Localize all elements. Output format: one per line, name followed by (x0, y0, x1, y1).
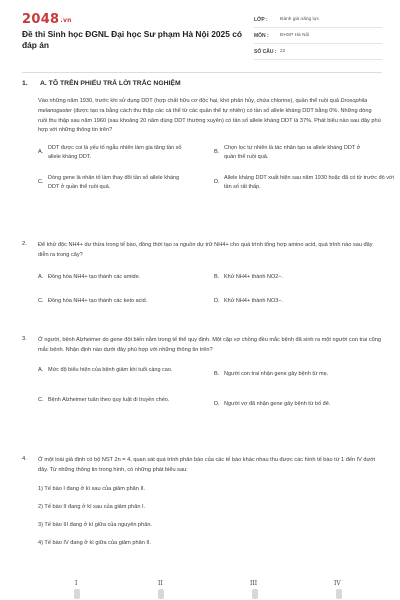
cell-figure-i (74, 589, 80, 599)
option-text: Đồng hóa NH4+ tạo thành các keto acid. (48, 297, 148, 304)
option-letter: B. (214, 370, 220, 377)
statement-2: 2) Tế bào II đang ở kì sau của giảm phân I. (38, 503, 146, 510)
answer-option-d[interactable] (214, 297, 364, 305)
option-letter: C. (38, 179, 44, 186)
answer-option-c[interactable] (38, 174, 188, 191)
species-name: Drosophila melanogaster (38, 98, 368, 114)
option-text: Người vợ đã nhận gene gây bệnh từ bố đẻ. (224, 400, 331, 407)
meta-row-subject (254, 28, 382, 44)
answer-options (38, 261, 382, 317)
figure-label: III (250, 580, 258, 587)
answer-option-c[interactable] (38, 297, 188, 305)
option-text: Khử NH4+ thành NO2−. (224, 273, 284, 280)
option-letter: D. (214, 179, 220, 186)
option-text: DDT được coi là yếu tố ngẫu nhiên làm gia tăng tần số allele kháng DDT. (48, 145, 182, 160)
meta-value: ĐHSP Hà Nội (280, 33, 310, 38)
logo-main: 2048 (22, 12, 60, 27)
answer-options (38, 356, 382, 430)
option-letter: D. (214, 400, 220, 407)
document-header (22, 10, 382, 62)
section-title: A. TÔ TRÊN PHIẾU TRẢ LỜI TRẮC NGHIỆM (40, 80, 181, 87)
question-number: 4. (22, 456, 27, 462)
answer-option-b[interactable] (214, 273, 364, 281)
option-letter: C. (38, 297, 44, 304)
site-logo[interactable] (22, 12, 72, 27)
meta-key: MÔN : (254, 32, 269, 39)
cell-figure-iv (336, 589, 342, 599)
meta-key: SỐ CÂU : (254, 48, 277, 55)
statement-3: 3) Tế bào III đang ở kì giữa của nguyên phân. (38, 521, 152, 528)
exam-meta-table (254, 12, 382, 60)
option-text: Người con trai nhận gene gây bệnh từ mẹ. (224, 370, 329, 377)
question-text: Ở người, bệnh Alzheimer do gene đột biến nằm trong tế thể quy định. Một cặp vợ chồng đều mắc bệnh đã sinh ra một người con trai cũng mắc bệnh. Nhận định nào dưới đây phù hợp với những thông tin trên? (38, 337, 381, 353)
question-text-part: (được tạo ra bằng cách thu thập các cá thể từ các quần thể tự nhiên) có tần số allele kháng DDT bằng 0%. Những dòng ruồi thu thập sau năm 1960 (sau khoảng 20 năm dùng DDT thường xuyên) có tần số allele kháng DDT là 37%. Phát biểu nào sau đây phù hợp với những thông tin trên? (38, 107, 381, 134)
option-letter: A. (38, 273, 44, 280)
option-text: Dòng gene là nhân tố làm thay đổi tần số allele kháng DDT ở quần thể ruồi quả. (48, 175, 180, 190)
answer-option-c[interactable] (38, 396, 178, 404)
option-text: Mức độ biểu hiện của bệnh giảm khi tuổi càng cao. (48, 366, 173, 373)
answer-option-d[interactable] (214, 174, 394, 191)
option-text: Đồng hóa NH4+ tạo thành các amide. (48, 273, 141, 280)
meta-row-class (254, 12, 382, 28)
option-letter: C. (38, 396, 44, 403)
cell-figure-iii (252, 589, 258, 599)
question-text: Để khử độc NH4+ dư thừa trong tế bào, đồng thời tạo ra nguồn dự trữ NH4+ cho quá trình tổng hợp amino acid, quá trình nào sau đây diễn ra trong cây? (38, 242, 373, 258)
answer-option-a[interactable] (38, 273, 188, 281)
question-4 (22, 456, 382, 552)
cell-figures (38, 578, 382, 600)
answer-option-a[interactable] (38, 144, 188, 161)
question-2 (22, 241, 382, 317)
figure-label: IV (334, 580, 341, 587)
option-text: Khử NH4+ thành NO3−. (224, 297, 284, 304)
cell-figure-ii (158, 589, 164, 599)
meta-value: 22 (280, 49, 286, 54)
option-letter: A. (38, 366, 44, 373)
answer-option-b[interactable] (214, 370, 394, 378)
option-text: Bệnh Alzheimer tuân theo quy luật di truyền chéo. (48, 396, 170, 403)
figure-label: II (158, 580, 163, 587)
meta-key: LỚP : (254, 16, 268, 23)
answer-option-d[interactable] (214, 400, 394, 408)
option-letter: B. (214, 273, 220, 280)
exam-title: Đề thi Sinh học ĐGNL Đại học Sư phạm Hà Nội 2025 có đáp án (22, 29, 242, 50)
option-letter: B. (214, 149, 220, 156)
section-heading (22, 80, 181, 87)
option-text: Allele kháng DDT xuất hiện sau năm 1930 hoặc đã có từ trước đó với tần số rất thấp. (224, 175, 394, 190)
section-number: 1. (22, 80, 28, 87)
question-text (38, 97, 382, 136)
question-text-part: Vào những năm 1930, trước khi sử dụng DDT (hợp chất hữu cơ độc hại, khó phân hủy, chứa chlorine), quần thể ruồi quả (38, 98, 341, 104)
question-number: 3. (22, 336, 27, 342)
statement-1: 1) Tế bào I đang ở kì sau của giảm phân II. (38, 485, 146, 492)
question-text: Ở một loài giả định có bộ NST 2n = 4, quan sát quá trình phân bào của các tế bào khác nhau thu được các hình tế bào từ 1 đến IV dưới đây. Từ những thông tin trong hình, có những phát biểu sau: (38, 457, 376, 473)
header-divider (22, 72, 382, 73)
statement-4: 4) Tế bào IV đang ở kì giữa của giảm phân II. (38, 539, 152, 546)
question-number: 2. (22, 241, 27, 247)
answer-option-a[interactable] (38, 366, 178, 374)
meta-value: Đánh giá năng lực (280, 17, 320, 22)
logo-suffix: .vn (60, 17, 72, 24)
option-letter: D. (214, 297, 220, 304)
question-3 (22, 336, 382, 430)
meta-row-count (254, 44, 382, 60)
figure-label: I (75, 580, 78, 587)
question-1 (22, 97, 394, 216)
option-letter: A. (38, 149, 44, 156)
answer-option-b[interactable] (214, 144, 364, 161)
answer-options (38, 136, 394, 216)
option-text: Chọn lọc tự nhiên là tác nhân tạo ra allele kháng DDT ở quần thể ruồi quả. (224, 145, 361, 160)
